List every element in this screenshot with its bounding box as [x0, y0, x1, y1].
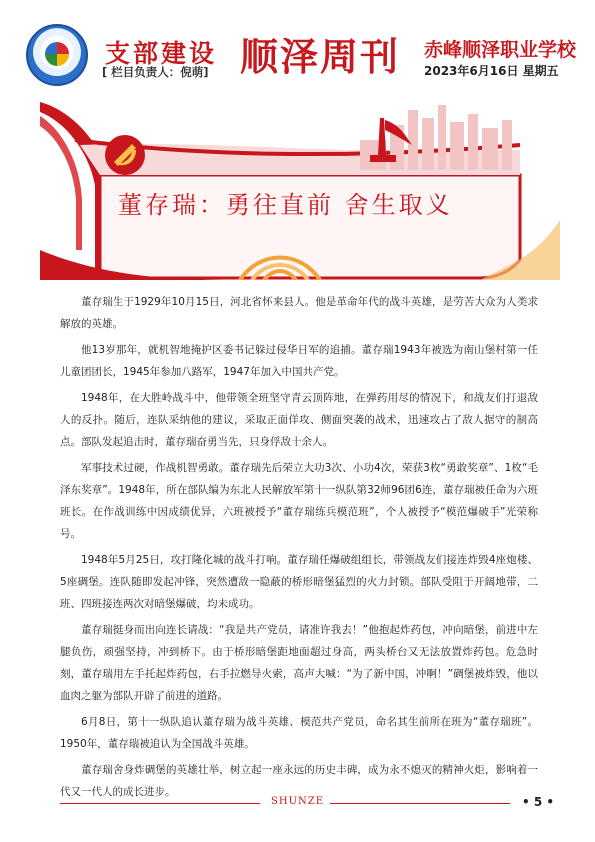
school-emblem-icon: [26, 24, 88, 86]
paragraph: 董存瑞舍身炸碉堡的英雄壮举，树立起一座永远的历史丰碑，成为永不熄灭的精神火炬，影响着一代又一代人的成长进步。: [60, 764, 538, 798]
paragraph: 他13岁那年，就机智地掩护区委书记躲过侵华日军的追捕。董存瑞1943年被选为南山堡村第一任儿童团团长，1945年参加八路军，1947年加入中国共产党。: [60, 344, 538, 378]
column-name: 支部建设: [105, 39, 218, 68]
column-editor: [ 栏目负责人：倪萌]: [102, 65, 209, 79]
page-number: • 5 •: [522, 795, 555, 809]
footer-divider-right: [330, 803, 510, 804]
footer-brand: SHUNZE: [271, 796, 324, 807]
school-name: 赤峰顺泽职业学校: [424, 39, 577, 61]
paragraph: 1948年5月25日，攻打隆化城的战斗打响。董存瑞任爆破组组长，带领战友们接连炸毁4座炮楼、5座碉堡。连队随即发起冲锋，突然遭敌一隐蔽的桥形暗堡猛烈的火力封锁。部队受阻于开阔地带，二班、四班接连两次对暗堡爆破，均未成功。: [60, 554, 538, 610]
paragraph: 军事技术过硬，作战机智勇敢。董存瑞先后荣立大功3次、小功4次，荣获3枚“勇敢奖章”、1枚“毛泽东奖章”。1948年，所在部队编为东北人民解放军第十一纵队第32师96团6连，董存瑞被任命为六班班长。在作战训练中因成绩优异，六班被授予“董存瑞练兵模范班”，个人被授予“模范爆破手”光荣称号。: [60, 462, 538, 540]
publication-title: 顺泽周刊: [240, 35, 401, 79]
paragraph: 董存瑞挺身而出向连长请战：“我是共产党员，请准许我去！”他抱起炸药包，冲向暗堡，前进中左腿负伤，顽强坚持，冲到桥下。由于桥形暗堡距地面超过身高，两头桥台又无法放置炸药包。危急时刻，董存瑞用左手托起炸药包，右手拉燃导火索，高声大喊：“为了新中国，冲啊！”碉堡被炸毁，他以血肉之躯为部队开辟了前进的道路。: [60, 624, 538, 702]
date-line: 2023年6月16日 星期五: [424, 64, 559, 78]
article-body: [60, 291, 538, 807]
paragraph: 1948年，在大胜岭战斗中，他带领全班坚守青云顶阵地，在弹药用尽的情况下，和战友们打退敌人的反扑。随后，连队采纳他的建议，采取正面佯攻、侧面突袭的战术，迅速攻占了敌人据守的制高点。部队发起追击时，董存瑞奋勇当先，只身俘敌十余人。: [60, 392, 538, 448]
party-emblem-icon: [105, 135, 145, 175]
paragraph: 6月8日，第十一纵队追认董存瑞为战斗英雄、模范共产党员，命名其生前所在班为“董存瑞班”。1950年，董存瑞被追认为全国战斗英雄。: [60, 716, 538, 750]
footer-divider-left: [60, 803, 260, 804]
paragraph: 董存瑞生于1929年10月15日，河北省怀来县人。他是革命年代的战斗英雄，是劳苦大众为人类求解放的英雄。: [60, 296, 538, 330]
article-title: 董存瑞：勇往直前 舍生取义: [118, 191, 453, 219]
